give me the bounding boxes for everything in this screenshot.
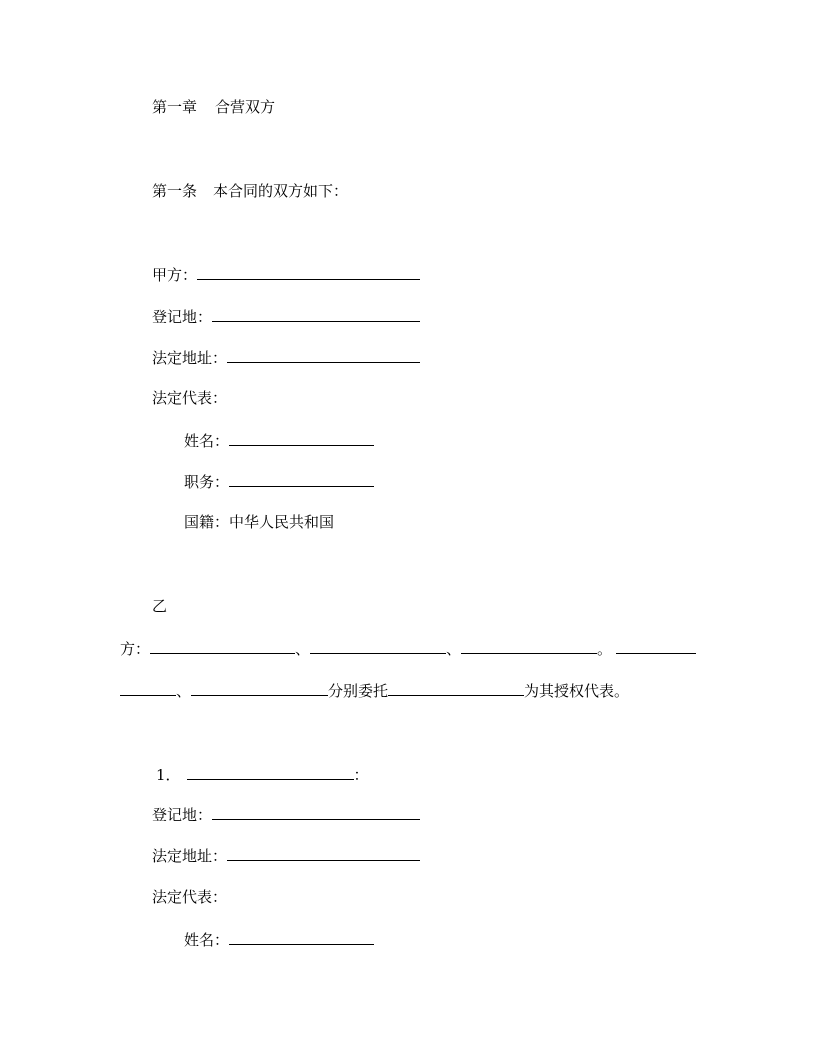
item-1-registration-field[interactable]	[212, 805, 420, 820]
item-1-name-field[interactable]	[187, 765, 354, 780]
article-number: 第一条	[152, 182, 198, 200]
party-a-nationality-row	[184, 513, 334, 531]
party-a-address-field[interactable]	[227, 348, 420, 363]
item-1-colon: ：	[353, 766, 369, 784]
item-1-rep-row	[152, 888, 227, 906]
chapter-heading	[152, 98, 275, 116]
item-1-address-label: 法定地址：	[152, 847, 228, 865]
item-1-name-row	[184, 930, 374, 948]
party-b-label-row	[152, 597, 167, 615]
party-a-position-row	[184, 472, 374, 490]
party-b-field-4a[interactable]	[616, 639, 696, 654]
party-a-name-row	[184, 431, 374, 449]
party-b-field-4b[interactable]	[120, 681, 176, 696]
item-1-rep-label: 法定代表：	[152, 888, 228, 906]
item-1-rep-name-label: 姓名：	[184, 931, 230, 949]
party-b-rep-text: 为其授权代表。	[524, 682, 630, 700]
party-b-label-part2: 方：	[120, 640, 151, 658]
article-text: 本合同的双方如下：	[213, 182, 349, 200]
item-1-registration-label: 登记地：	[152, 806, 213, 824]
party-a-position-label: 职务：	[184, 473, 230, 491]
party-a-nationality-label: 国籍：	[184, 513, 230, 531]
article-heading	[152, 182, 348, 200]
party-a-registration-label: 登记地：	[152, 308, 213, 326]
party-a-rep-row	[152, 389, 227, 407]
item-1-row	[156, 765, 369, 783]
item-1-number: 1．	[156, 766, 181, 784]
party-b-field-3[interactable]	[461, 639, 597, 654]
item-1-address-row	[152, 846, 420, 864]
party-a-rep-name-label: 姓名：	[184, 432, 230, 450]
party-a-registration-row	[152, 307, 420, 325]
item-1-rep-name-field[interactable]	[229, 930, 374, 945]
item-1-registration-row	[152, 805, 420, 823]
party-a-rep-name-field[interactable]	[229, 431, 374, 446]
party-a-address-row	[152, 348, 420, 366]
party-b-sep-3: 。	[597, 640, 613, 658]
party-b-field-2[interactable]	[310, 639, 446, 654]
party-a-registration-field[interactable]	[212, 307, 420, 322]
party-a-address-label: 法定地址：	[152, 349, 228, 367]
party-a-rep-label: 法定代表：	[152, 389, 228, 407]
party-b-row-1	[120, 639, 696, 657]
chapter-title: 合营双方	[215, 98, 276, 116]
party-a-nationality-value: 中华人民共和国	[229, 513, 335, 531]
chapter-number: 第一章	[152, 98, 198, 116]
item-1-address-field[interactable]	[227, 846, 420, 861]
party-b-row-2	[120, 681, 629, 699]
party-a-label: 甲方：	[152, 266, 198, 284]
party-b-sep-2: 、	[446, 640, 462, 658]
party-b-sep-4: 、	[176, 682, 192, 700]
party-b-label-part1: 乙	[152, 597, 168, 615]
party-b-representative-field[interactable]	[388, 681, 524, 696]
party-b-sep-1: 、	[295, 640, 311, 658]
party-a-position-field[interactable]	[229, 472, 374, 487]
party-a-row	[152, 265, 420, 283]
party-b-field-1[interactable]	[150, 639, 295, 654]
party-b-field-5[interactable]	[191, 681, 328, 696]
party-a-name-field[interactable]	[197, 265, 420, 280]
party-b-entrust-text: 分别委托	[328, 682, 389, 700]
